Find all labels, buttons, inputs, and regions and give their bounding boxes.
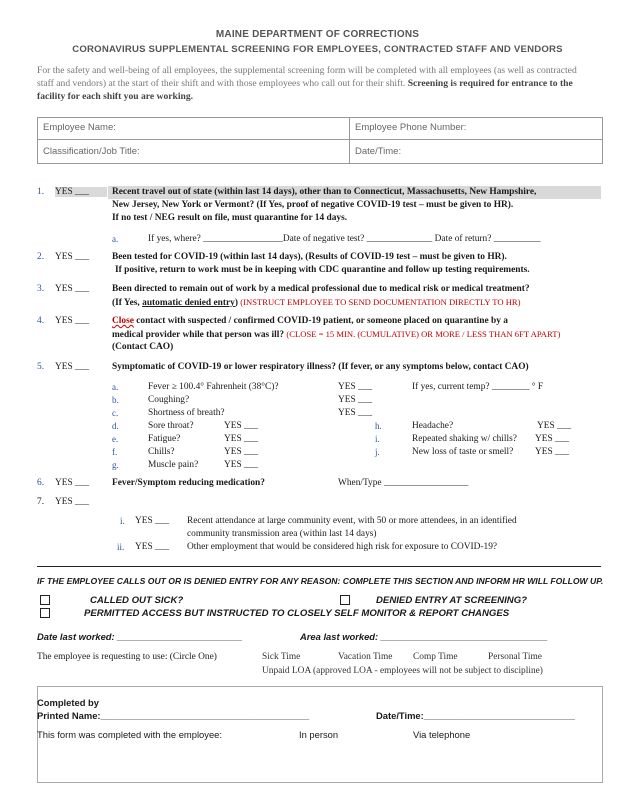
form-subtitle: CORONAVIRUS SUPPLEMENTAL SCREENING FOR EMPLOYEES, CONTRACTED STAFF AND VENDORS (72, 44, 563, 55)
intro-bold-text: Screening is required for entrance to the facility for each shift you are working. (37, 78, 573, 102)
section-separator (37, 566, 601, 567)
symptom-h-letter: h. (375, 421, 382, 431)
q3-line2-underlined: automatic denied entry (142, 298, 235, 308)
sick-time-option[interactable]: Sick Time (262, 652, 301, 662)
footer-date-time-field[interactable]: Date/Time:_____________________________ (376, 710, 575, 721)
q7i-roman: i. (120, 516, 125, 526)
q1-line1: Recent travel out of state (within last 14 days), other than to Connecticut, Massachusetts, New Hampshire, (112, 187, 537, 197)
q7i-line1: Recent attendance at large community event, with 50 or more attendees, in an identified (187, 516, 517, 526)
q5-line1: Symptomatic of COVID-19 or lower respiratory illness? (If fever, or any symptoms below, contact CAO) (112, 362, 529, 372)
symptom-f-yes[interactable]: YES ___ (224, 447, 259, 457)
symptom-g-yes[interactable]: YES ___ (224, 460, 259, 470)
q4-number: 4. (37, 316, 45, 326)
symptom-d-letter: d. (112, 421, 119, 431)
q7-yes[interactable]: YES ___ (55, 497, 90, 507)
q2-line1: Been tested for COVID-19 (within last 14 days), (Results of COVID-19 test – must be given to HR). (112, 252, 507, 262)
q7i-line2: community transmission area (within last 14 days) (187, 529, 377, 539)
q4-close-word: Close (112, 316, 134, 326)
symptom-f-letter: f. (112, 447, 118, 457)
printed-name-field[interactable]: Printed Name:________________________________________ (37, 710, 310, 721)
q6-when-type-field[interactable]: When/Type __________________ (338, 478, 469, 488)
symptom-g-letter: g. (112, 460, 119, 470)
symptom-i-label: Repeated shaking w/ chills? (412, 434, 517, 444)
vacation-time-option[interactable]: Vacation Time (338, 652, 393, 662)
symptom-c-yes[interactable]: YES ___ (338, 408, 373, 418)
q5-number: 5. (37, 362, 45, 372)
q7-number: 7. (37, 497, 45, 507)
q1-line3: If no test / NEG result on file, must quarantine for 14 days. (112, 213, 348, 223)
symptom-j-label: New loss of taste or smell? (412, 447, 514, 457)
employee-name-field[interactable]: Employee Name: (43, 122, 116, 133)
q4-line1-text: contact with suspected / confirmed COVID-19 patient, or someone placed on quarantine by a (133, 316, 508, 326)
q4-yes[interactable]: YES ___ (55, 316, 90, 326)
date-time-field[interactable]: Date/Time: (355, 146, 402, 157)
q5-yes[interactable]: YES ___ (55, 362, 90, 372)
symptom-e-letter: e. (112, 434, 119, 444)
symptom-h-label: Headache? (412, 421, 454, 431)
symptom-e-yes[interactable]: YES ___ (224, 434, 259, 444)
q7ii-line1: Other employment that would be considered high risk for exposure to COVID-19? (187, 542, 498, 552)
box-divider-horizontal (37, 139, 602, 140)
q1-number: 1. (37, 187, 45, 197)
q3-line2-b: ) (234, 298, 238, 308)
classification-field[interactable]: Classification/Job Title: (43, 146, 140, 157)
q4-line3: (Contact CAO) (112, 342, 174, 352)
symptom-h-yes[interactable]: YES ___ (537, 421, 572, 431)
date-last-worked-field[interactable]: Date last worked: ________________________ (37, 631, 243, 642)
intro-text: For the safety and well-being of all employees, the supplemental screening form will be completed with all employees (as well as contracted staff and vendors) at the start of their shift and with those employees who call out for their shift. (37, 65, 577, 89)
q2-number: 2. (37, 252, 45, 262)
symptom-c-letter: c. (112, 408, 119, 418)
q4-line2-text: medical provider while that person was ill? (112, 330, 285, 340)
q1a-text[interactable]: If yes, where? _________________Date of negative test? ______________ Date of return? __________ (148, 234, 541, 244)
intro-paragraph (37, 64, 592, 103)
symptom-a-yes[interactable]: YES ___ (338, 382, 373, 392)
permitted-access-label: PERMITTED ACCESS BUT INSTRUCTED TO CLOSELY SELF MONITOR & REPORT CHANGES (84, 608, 510, 619)
symptom-b-label: Coughing? (148, 395, 190, 405)
callout-header: IF THE EMPLOYEE CALLS OUT OR IS DENIED ENTRY FOR ANY REASON: COMPLETE THIS SECTION AND INFORM HR WILL FOLLOW UP. (37, 576, 604, 586)
q4-close-definition: (CLOSE = 15 MIN. (CUMULATIVE) OR MORE / LESS THAN 6FT APART) (286, 329, 561, 339)
q3-yes[interactable]: YES ___ (55, 284, 90, 294)
symptom-i-letter: i. (375, 434, 380, 444)
symptom-i-yes[interactable]: YES ___ (535, 434, 570, 444)
completed-by-label: Completed by (37, 697, 99, 708)
symptom-j-yes[interactable]: YES ___ (535, 447, 570, 457)
symptom-b-letter: b. (112, 395, 119, 405)
symptom-d-yes[interactable]: YES ___ (224, 421, 259, 431)
q6-line1: Fever/Symptom reducing medication? (112, 478, 265, 488)
q1a-letter: a. (112, 234, 119, 244)
permitted-access-checkbox[interactable] (40, 608, 50, 618)
symptom-j-letter: j. (375, 447, 380, 457)
personal-time-option[interactable]: Personal Time (488, 652, 542, 662)
q3-number: 3. (37, 284, 45, 294)
symptom-c-label: Shortness of breath? (148, 408, 225, 418)
area-last-worked-field[interactable]: Area last worked: ________________________________ (300, 631, 548, 642)
q3-line2 (112, 297, 521, 308)
called-out-label: CALLED OUT SICK? (90, 595, 184, 606)
q2-line2: If positive, return to work must be in keeping with CDC quarantine and follow up testing requirements. (115, 265, 530, 275)
symptom-d-label: Sore throat? (148, 421, 194, 431)
unpaid-loa-option[interactable]: Unpaid LOA (approved LOA - employees will not be subject to discipline) (262, 666, 543, 676)
q7i-yes[interactable]: YES ___ (135, 516, 170, 526)
symptom-g-label: Muscle pain? (148, 460, 199, 470)
requesting-label: The employee is requesting to use: (Circle One) (37, 652, 217, 662)
form-title: MAINE DEPARTMENT OF CORRECTIONS (215, 29, 420, 40)
denied-entry-label: DENIED ENTRY AT SCREENING? (376, 595, 528, 606)
called-out-checkbox[interactable] (40, 595, 50, 605)
box-divider-vertical (349, 117, 350, 164)
via-telephone-option[interactable]: Via telephone (413, 729, 471, 740)
q3-line2-a: (If Yes, (112, 298, 143, 308)
symptom-b-yes[interactable]: YES ___ (338, 395, 373, 405)
current-temp-field[interactable]: If yes, current temp? ________ ° F (412, 382, 544, 392)
q7ii-roman: ii. (117, 542, 125, 552)
q4-line1 (112, 316, 508, 326)
q1-yes[interactable]: YES ___ (55, 187, 107, 197)
q7ii-yes[interactable]: YES ___ (135, 542, 170, 552)
q3-instruction: (INSTRUCT EMPLOYEE TO SEND DOCUMENTATION DIRECTLY TO HR) (240, 297, 521, 307)
employee-phone-field[interactable]: Employee Phone Number: (355, 122, 467, 133)
in-person-option[interactable]: In person (299, 729, 339, 740)
symptom-e-label: Fatigue? (148, 434, 181, 444)
q2-yes[interactable]: YES ___ (55, 252, 90, 262)
denied-entry-checkbox[interactable] (340, 595, 350, 605)
q6-number: 6. (37, 478, 45, 488)
q3-line1: Been directed to remain out of work by a medical professional due to medical risk or medical treatment? (112, 284, 530, 294)
symptom-f-label: Chills? (148, 447, 175, 457)
comp-time-option[interactable]: Comp Time (413, 652, 458, 662)
q1-line2: New Jersey, New York or Vermont? (If Yes, proof of negative COVID-19 test – must be given to HR). (112, 200, 514, 210)
symptom-a-letter: a. (112, 382, 119, 392)
q6-yes[interactable]: YES ___ (55, 478, 90, 488)
completed-with-label: This form was completed with the employee: (37, 729, 222, 740)
symptom-a-label: Fever ≥ 100.4° Fahrenheit (38°C)? (148, 382, 279, 392)
q4-line2 (112, 329, 560, 340)
